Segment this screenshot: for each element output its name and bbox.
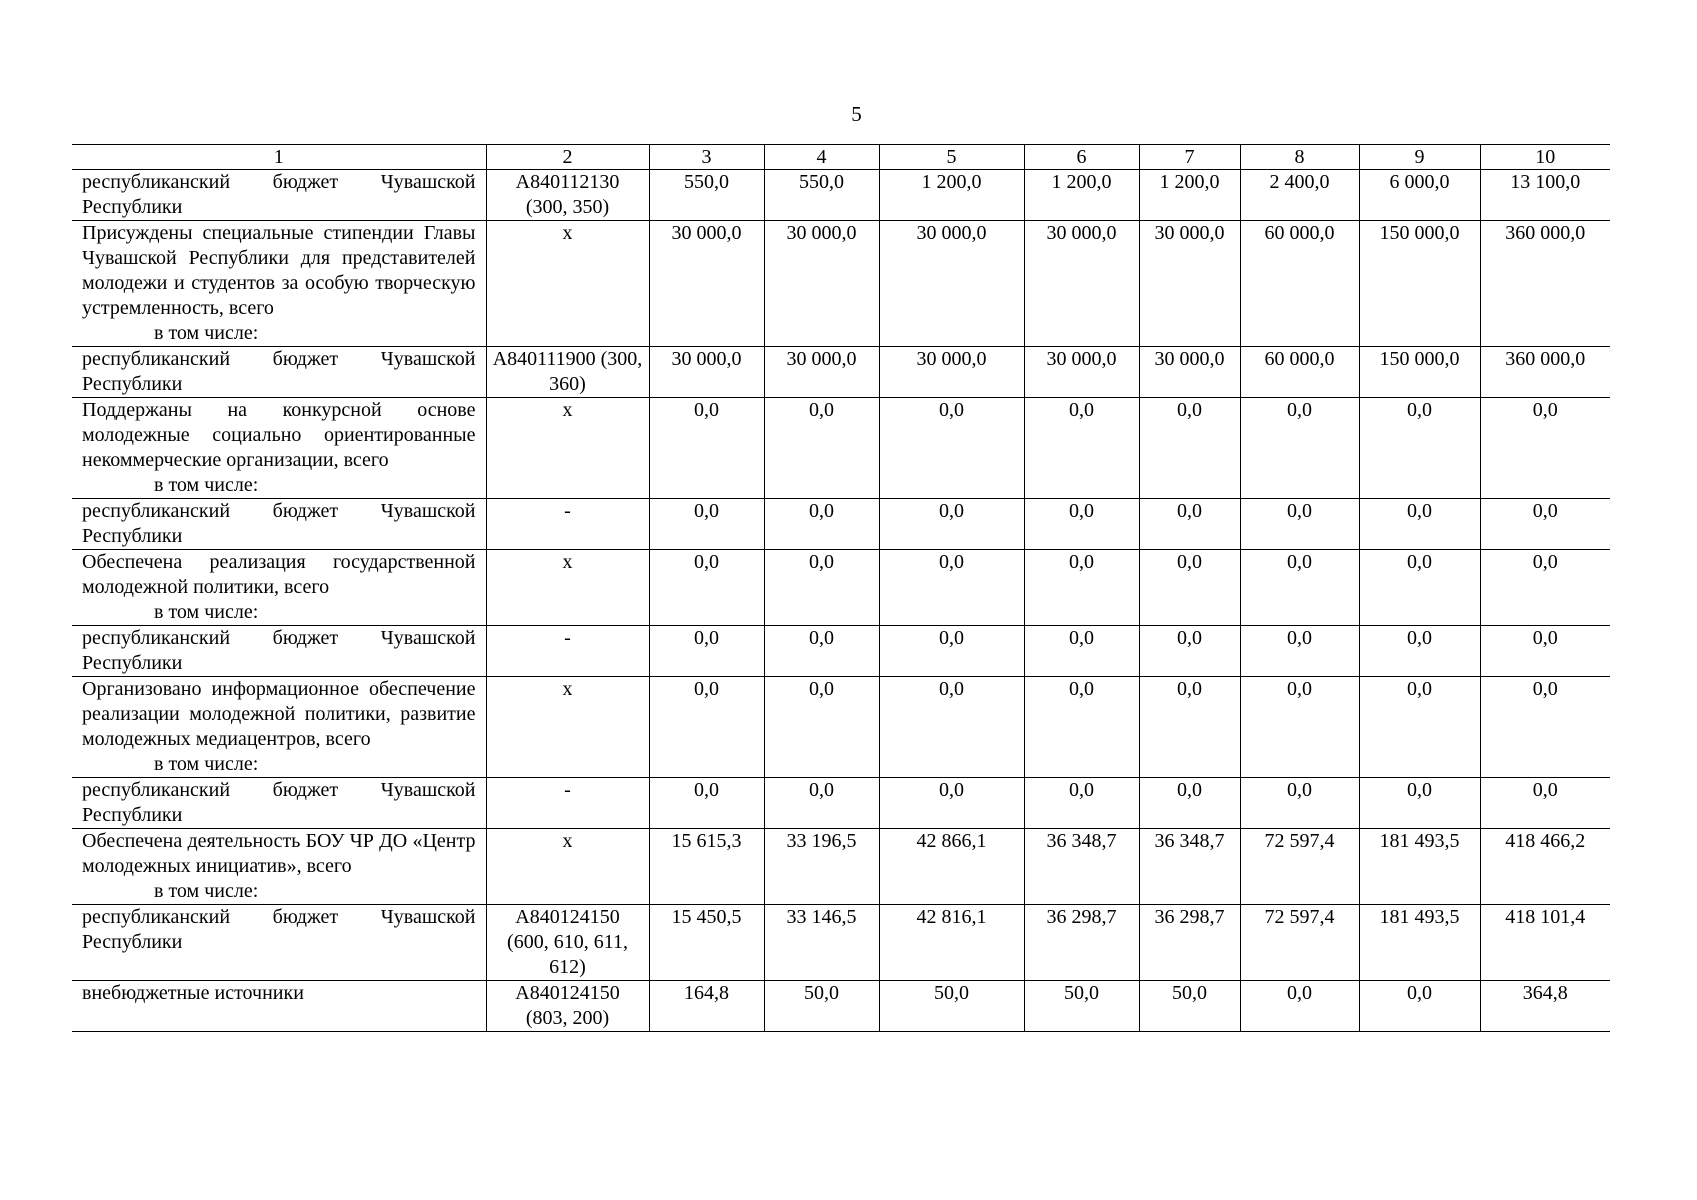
table-row	[72, 398, 1610, 499]
amount-cell: 6 000,0	[1359, 170, 1480, 221]
budget-code-cell: А840124150 (600, 610, 611, 612)	[486, 905, 649, 981]
amount-cell: 0,0	[1359, 677, 1480, 778]
row-description-cell	[72, 398, 486, 499]
row-description-cell	[72, 981, 486, 1032]
budget-code-cell: х	[486, 550, 649, 626]
row-description-cell	[72, 905, 486, 981]
amount-cell: 2 400,0	[1240, 170, 1359, 221]
amount-cell: 0,0	[1024, 550, 1139, 626]
table-row	[72, 981, 1610, 1032]
column-header: 8	[1240, 145, 1359, 170]
amount-cell: 181 493,5	[1359, 905, 1480, 981]
column-header: 10	[1480, 145, 1610, 170]
amount-cell: 0,0	[649, 626, 764, 677]
row-description-cell	[72, 626, 486, 677]
row-description: республиканский бюджет Чувашской Республики	[82, 500, 476, 547]
amount-cell: 0,0	[1024, 778, 1139, 829]
table-row	[72, 499, 1610, 550]
row-description: Организовано информационное обеспечение реализации молодежной политики, развитие молодежных медиацентров, всего	[82, 678, 476, 750]
row-description-cell	[72, 170, 486, 221]
row-description: республиканский бюджет Чувашской Республики	[82, 627, 476, 674]
amount-cell: 0,0	[1240, 981, 1359, 1032]
amount-cell: 0,0	[879, 677, 1024, 778]
column-header: 4	[764, 145, 879, 170]
amount-cell: 0,0	[1139, 550, 1240, 626]
amount-cell: 72 597,4	[1240, 905, 1359, 981]
amount-cell: 550,0	[649, 170, 764, 221]
row-subheading: в том числе:	[154, 880, 259, 902]
amount-cell: 50,0	[1139, 981, 1240, 1032]
amount-cell: 0,0	[1240, 550, 1359, 626]
amount-cell: 0,0	[1024, 626, 1139, 677]
table-row	[72, 221, 1610, 347]
amount-cell: 0,0	[1359, 778, 1480, 829]
table-row	[72, 550, 1610, 626]
amount-cell: 36 298,7	[1024, 905, 1139, 981]
amount-cell: 33 146,5	[764, 905, 879, 981]
amount-cell: 50,0	[1024, 981, 1139, 1032]
amount-cell: 30 000,0	[649, 221, 764, 347]
amount-cell: 0,0	[1359, 499, 1480, 550]
row-description: республиканский бюджет Чувашской Республики	[82, 779, 476, 826]
row-description-cell	[72, 347, 486, 398]
row-description-cell	[72, 221, 486, 347]
amount-cell: 0,0	[1480, 626, 1610, 677]
amount-cell: 36 348,7	[1024, 829, 1139, 905]
amount-cell: 0,0	[1480, 778, 1610, 829]
amount-cell: 0,0	[1024, 677, 1139, 778]
amount-cell: 30 000,0	[1139, 347, 1240, 398]
column-number-row	[72, 145, 1610, 170]
amount-cell: 30 000,0	[1024, 347, 1139, 398]
amount-cell: 0,0	[1139, 677, 1240, 778]
column-header: 9	[1359, 145, 1480, 170]
budget-code-cell: -	[486, 778, 649, 829]
amount-cell: 0,0	[1480, 677, 1610, 778]
amount-cell: 0,0	[1240, 677, 1359, 778]
amount-cell: 0,0	[764, 499, 879, 550]
row-subheading: в том числе:	[154, 474, 259, 496]
row-description: внебюджетные источники	[82, 982, 304, 1004]
amount-cell: 1 200,0	[1024, 170, 1139, 221]
amount-cell: 15 450,5	[649, 905, 764, 981]
amount-cell: 418 466,2	[1480, 829, 1610, 905]
column-header: 6	[1024, 145, 1139, 170]
amount-cell: 60 000,0	[1240, 347, 1359, 398]
table-row	[72, 677, 1610, 778]
row-description: Обеспечена реализация государственной молодежной политики, всего	[82, 551, 476, 598]
table-row	[72, 829, 1610, 905]
page-number: 5	[851, 102, 862, 126]
amount-cell: 364,8	[1480, 981, 1610, 1032]
row-description: республиканский бюджет Чувашской Республики	[82, 171, 476, 218]
table-row	[72, 626, 1610, 677]
amount-cell: 30 000,0	[764, 347, 879, 398]
row-description: республиканский бюджет Чувашской Республики	[82, 906, 476, 953]
table-row	[72, 778, 1610, 829]
column-header: 7	[1139, 145, 1240, 170]
amount-cell: 15 615,3	[649, 829, 764, 905]
row-description: Поддержаны на конкурсной основе молодежные социально ориентированные некоммерческие организации, всего	[82, 399, 476, 471]
budget-code-cell: А840112130 (300, 350)	[486, 170, 649, 221]
amount-cell: 0,0	[1139, 626, 1240, 677]
amount-cell: 0,0	[1139, 499, 1240, 550]
amount-cell: 550,0	[764, 170, 879, 221]
amount-cell: 0,0	[1024, 398, 1139, 499]
amount-cell: 50,0	[879, 981, 1024, 1032]
amount-cell: 0,0	[649, 677, 764, 778]
amount-cell: 0,0	[1359, 626, 1480, 677]
table-row	[72, 170, 1610, 221]
amount-cell: 0,0	[1139, 778, 1240, 829]
amount-cell: 0,0	[1024, 499, 1139, 550]
amount-cell: 1 200,0	[879, 170, 1024, 221]
budget-code-cell: -	[486, 499, 649, 550]
column-header: 5	[879, 145, 1024, 170]
table-row	[72, 905, 1610, 981]
amount-cell: 0,0	[879, 499, 1024, 550]
amount-cell: 60 000,0	[1240, 221, 1359, 347]
amount-cell: 0,0	[879, 550, 1024, 626]
amount-cell: 360 000,0	[1480, 347, 1610, 398]
amount-cell: 418 101,4	[1480, 905, 1610, 981]
amount-cell: 0,0	[764, 626, 879, 677]
row-description-cell	[72, 499, 486, 550]
row-description-cell	[72, 677, 486, 778]
amount-cell: 0,0	[879, 778, 1024, 829]
amount-cell: 0,0	[764, 550, 879, 626]
amount-cell: 1 200,0	[1139, 170, 1240, 221]
amount-cell: 36 298,7	[1139, 905, 1240, 981]
table-row	[72, 347, 1610, 398]
row-description: Присуждены специальные стипендии Главы Чувашской Республики для представителей молодежи и студентов за особую творческую устремленность, всего	[82, 222, 476, 319]
amount-cell: 0,0	[1359, 981, 1480, 1032]
amount-cell: 30 000,0	[1139, 221, 1240, 347]
row-description-cell	[72, 778, 486, 829]
row-subheading: в том числе:	[154, 601, 259, 623]
amount-cell: 181 493,5	[1359, 829, 1480, 905]
amount-cell: 0,0	[1359, 398, 1480, 499]
amount-cell: 0,0	[879, 398, 1024, 499]
amount-cell: 150 000,0	[1359, 221, 1480, 347]
amount-cell: 360 000,0	[1480, 221, 1610, 347]
amount-cell: 42 816,1	[879, 905, 1024, 981]
row-description: республиканский бюджет Чувашской Республики	[82, 348, 476, 395]
amount-cell: 72 597,4	[1240, 829, 1359, 905]
amount-cell: 30 000,0	[764, 221, 879, 347]
table-body	[72, 145, 1610, 1032]
amount-cell: 30 000,0	[649, 347, 764, 398]
budget-code-cell: х	[486, 221, 649, 347]
row-description-cell	[72, 829, 486, 905]
column-header: 3	[649, 145, 764, 170]
amount-cell: 30 000,0	[1024, 221, 1139, 347]
amount-cell: 0,0	[649, 499, 764, 550]
amount-cell: 42 866,1	[879, 829, 1024, 905]
budget-code-cell: х	[486, 829, 649, 905]
row-description: Обеспечена деятельность БОУ ЧР ДО «Центр молодежных инициатив», всего	[82, 830, 476, 877]
amount-cell: 0,0	[1359, 550, 1480, 626]
amount-cell: 30 000,0	[879, 221, 1024, 347]
budget-table	[72, 144, 1610, 1032]
amount-cell: 30 000,0	[879, 347, 1024, 398]
amount-cell: 0,0	[1240, 398, 1359, 499]
amount-cell: 13 100,0	[1480, 170, 1610, 221]
column-header: 1	[72, 145, 486, 170]
column-header: 2	[486, 145, 649, 170]
budget-code-cell: А840111900 (300, 360)	[486, 347, 649, 398]
amount-cell: 0,0	[879, 626, 1024, 677]
amount-cell: 0,0	[764, 398, 879, 499]
budget-code-cell: х	[486, 398, 649, 499]
amount-cell: 50,0	[764, 981, 879, 1032]
amount-cell: 164,8	[649, 981, 764, 1032]
budget-code-cell: -	[486, 626, 649, 677]
amount-cell: 0,0	[1240, 778, 1359, 829]
amount-cell: 0,0	[1240, 499, 1359, 550]
amount-cell: 0,0	[764, 778, 879, 829]
row-subheading: в том числе:	[154, 753, 259, 775]
budget-code-cell: х	[486, 677, 649, 778]
amount-cell: 0,0	[649, 398, 764, 499]
amount-cell: 0,0	[1480, 550, 1610, 626]
amount-cell: 0,0	[764, 677, 879, 778]
amount-cell: 36 348,7	[1139, 829, 1240, 905]
budget-code-cell: А840124150 (803, 200)	[486, 981, 649, 1032]
amount-cell: 0,0	[649, 550, 764, 626]
amount-cell: 0,0	[649, 778, 764, 829]
row-subheading: в том числе:	[154, 322, 259, 344]
amount-cell: 0,0	[1480, 499, 1610, 550]
amount-cell: 150 000,0	[1359, 347, 1480, 398]
amount-cell: 33 196,5	[764, 829, 879, 905]
amount-cell: 0,0	[1480, 398, 1610, 499]
row-description-cell	[72, 550, 486, 626]
amount-cell: 0,0	[1240, 626, 1359, 677]
amount-cell: 0,0	[1139, 398, 1240, 499]
